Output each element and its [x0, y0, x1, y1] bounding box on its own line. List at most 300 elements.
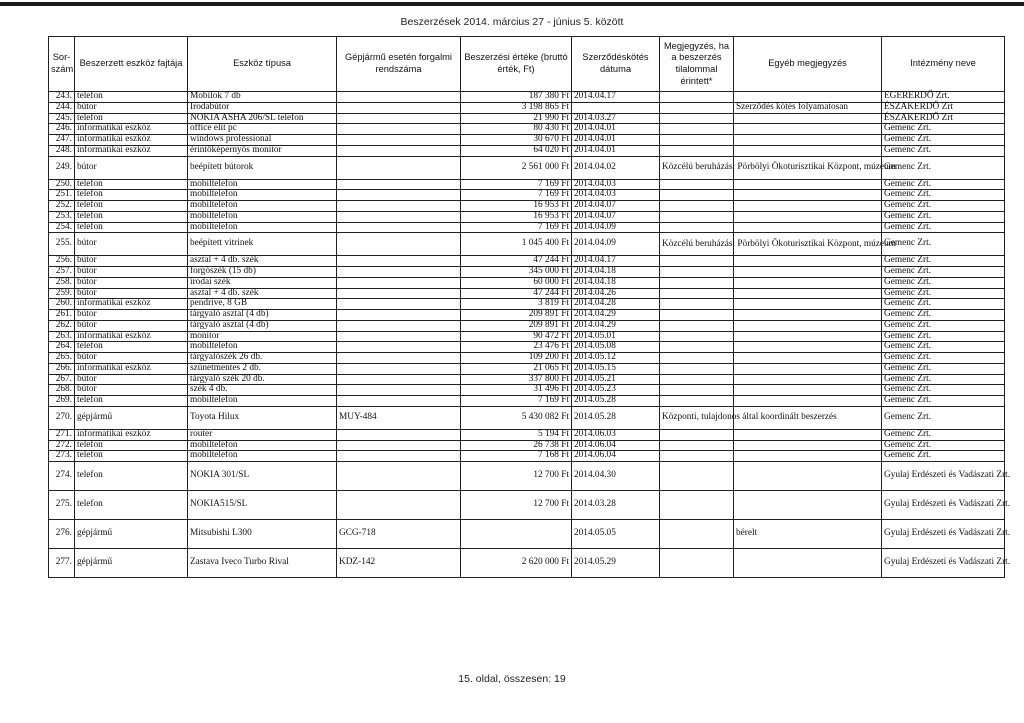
cell-sor: 260. [49, 299, 75, 310]
cell-ertek: 2 620 000 Ft [461, 549, 572, 578]
cell-fajta: telefon [75, 113, 188, 124]
cell-sor: 258. [49, 277, 75, 288]
cell-egyeb [734, 385, 882, 396]
cell-rendszam [337, 145, 461, 156]
cell-intezmeny: Gemenc Zrt. [882, 288, 1005, 299]
cell-rendszam: MUY-484 [337, 406, 461, 429]
cell-megjegyzes [660, 520, 734, 549]
cell-megjegyzes [660, 331, 734, 342]
cell-sor: 262. [49, 320, 75, 331]
cell-datum: 2014.04.03 [572, 190, 660, 201]
cell-ertek: 7 169 Ft [461, 222, 572, 233]
cell-tipus: NOKIA515/SL [188, 491, 337, 520]
cell-rendszam [337, 92, 461, 103]
cell-egyeb [734, 549, 882, 578]
table-row [49, 342, 1005, 353]
cell-rendszam [337, 201, 461, 212]
cell-intezmeny: Gemenc Zrt. [882, 299, 1005, 310]
cell-datum: 2014.04.17 [572, 92, 660, 103]
cell-rendszam [337, 256, 461, 267]
cell-datum: 2014.04.28 [572, 299, 660, 310]
cell-intezmeny: Gyulaj Erdészeti és Vadászati Zrt. [882, 549, 1005, 578]
table-row [49, 520, 1005, 549]
col-header-sor: Sor-szám [49, 37, 75, 92]
cell-egyeb [734, 277, 882, 288]
cell-egyeb [734, 331, 882, 342]
cell-sor: 248. [49, 145, 75, 156]
cell-intezmeny: Gemenc Zrt. [882, 233, 1005, 256]
cell-rendszam [337, 440, 461, 451]
table-row [49, 201, 1005, 212]
cell-sor: 265. [49, 353, 75, 364]
cell-fajta: bútor [75, 267, 188, 278]
table-row [49, 396, 1005, 407]
cell-egyeb [734, 299, 882, 310]
cell-egyeb [734, 320, 882, 331]
cell-datum: 2014.06.04 [572, 440, 660, 451]
cell-tipus: forgószék (15 db) [188, 267, 337, 278]
cell-rendszam [337, 342, 461, 353]
cell-rendszam [337, 179, 461, 190]
cell-sor: 267. [49, 374, 75, 385]
cell-intezmeny: Gemenc Zrt. [882, 320, 1005, 331]
cell-datum: 2014.04.30 [572, 462, 660, 491]
cell-megjegyzes [660, 92, 734, 103]
col-header-rendszam: Gépjármű esetén forgalmi rendszáma [337, 37, 461, 92]
cell-egyeb: Szerződés kötés folyamatosan [734, 102, 882, 113]
cell-rendszam [337, 233, 461, 256]
cell-fajta: bútor [75, 102, 188, 113]
cell-ertek: 47 244 Ft [461, 256, 572, 267]
cell-tipus: beépített vitrinek [188, 233, 337, 256]
cell-megjegyzes [660, 288, 734, 299]
cell-datum: 2014.04.09 [572, 222, 660, 233]
cell-sor: 256. [49, 256, 75, 267]
cell-tipus: szék 4 db. [188, 385, 337, 396]
cell-egyeb [734, 201, 882, 212]
cell-megjegyzes [660, 277, 734, 288]
cell-intezmeny: Gemenc Zrt. [882, 201, 1005, 212]
cell-fajta: telefon [75, 342, 188, 353]
cell-fajta: bútor [75, 256, 188, 267]
table-row [49, 363, 1005, 374]
cell-intezmeny: Gyulaj Erdészeti és Vadászati Zrt. [882, 491, 1005, 520]
table-header-row [49, 37, 1005, 92]
cell-intezmeny: Gemenc Zrt. [882, 145, 1005, 156]
cell-sor: 277. [49, 549, 75, 578]
cell-fajta: telefon [75, 451, 188, 462]
cell-intezmeny: Gemenc Zrt. [882, 451, 1005, 462]
cell-sor: 246. [49, 124, 75, 135]
cell-fajta: telefon [75, 190, 188, 201]
page-header: Beszerzések 2014. március 27 - június 5. között [400, 16, 624, 28]
cell-megjegyzes [660, 113, 734, 124]
cell-rendszam [337, 211, 461, 222]
cell-egyeb [734, 353, 882, 364]
cell-ertek: 12 700 Ft [461, 491, 572, 520]
cell-rendszam [337, 113, 461, 124]
table-row [49, 320, 1005, 331]
cell-datum: 2014.04.07 [572, 201, 660, 212]
cell-egyeb [734, 211, 882, 222]
cell-megjegyzes [660, 211, 734, 222]
cell-datum: 2014.05.23 [572, 385, 660, 396]
cell-tipus: tárgyaló szék 20 db. [188, 374, 337, 385]
cell-megjegyzes [660, 342, 734, 353]
cell-ertek: 80 430 Ft [461, 124, 572, 135]
cell-rendszam [337, 385, 461, 396]
cell-tipus: érintőképernyős monitor [188, 145, 337, 156]
cell-intezmeny: Gemenc Zrt. [882, 331, 1005, 342]
cell-tipus: NOKIA ASHA 206/SL telefon [188, 113, 337, 124]
cell-ertek: 21 065 Ft [461, 363, 572, 374]
cell-datum: 2014.04.02 [572, 156, 660, 179]
cell-rendszam: KDZ-142 [337, 549, 461, 578]
cell-ertek: 187 380 Ft [461, 92, 572, 103]
cell-megjegyzes [660, 135, 734, 146]
cell-tipus: Zastava Iveco Turbo Rival [188, 549, 337, 578]
cell-fajta: telefon [75, 92, 188, 103]
table-body [49, 91, 1011, 578]
cell-sor: 243. [49, 92, 75, 103]
cell-tipus: windows professional [188, 135, 337, 146]
cell-rendszam [337, 267, 461, 278]
cell-ertek: 7 169 Ft [461, 190, 572, 201]
cell-rendszam [337, 374, 461, 385]
cell-megjegyzes [660, 462, 734, 491]
cell-fajta: informatikai eszköz [75, 124, 188, 135]
cell-intezmeny: Gemenc Zrt. [882, 342, 1005, 353]
cell-tipus: office elit pc [188, 124, 337, 135]
table-row [49, 288, 1005, 299]
cell-rendszam [337, 135, 461, 146]
cell-egyeb [734, 92, 882, 103]
cell-egyeb [734, 310, 882, 321]
cell-datum: 2014.05.15 [572, 363, 660, 374]
cell-datum: 2014.04.09 [572, 233, 660, 256]
cell-rendszam [337, 331, 461, 342]
cell-intezmeny: Gemenc Zrt. [882, 267, 1005, 278]
cell-fajta: informatikai eszköz [75, 363, 188, 374]
table-row [49, 102, 1005, 113]
cell-ertek: 345 000 Ft [461, 267, 572, 278]
cell-datum: 2014.04.29 [572, 310, 660, 321]
cell-sor: 266. [49, 363, 75, 374]
table-row [49, 385, 1005, 396]
cell-tipus: tárgyalószék 26 db. [188, 353, 337, 364]
col-header-egyeb: Egyéb megjegyzés [734, 37, 882, 92]
cell-egyeb [734, 440, 882, 451]
cell-tipus: pendrive, 8 GB [188, 299, 337, 310]
cell-intezmeny: Gemenc Zrt. [882, 374, 1005, 385]
cell-sor: 254. [49, 222, 75, 233]
cell-egyeb [734, 145, 882, 156]
cell-fajta: informatikai eszköz [75, 429, 188, 440]
cell-megjegyzes: Központi, tulajdonos által koordinált beszerzés [660, 406, 734, 429]
cell-datum: 2014.04.18 [572, 277, 660, 288]
cell-egyeb [734, 363, 882, 374]
cell-intezmeny: Gemenc Zrt. [882, 385, 1005, 396]
cell-rendszam [337, 102, 461, 113]
cell-megjegyzes [660, 145, 734, 156]
table-row [49, 135, 1005, 146]
cell-sor: 271. [49, 429, 75, 440]
cell-megjegyzes [660, 549, 734, 578]
table-row [49, 451, 1005, 462]
cell-fajta: telefon [75, 222, 188, 233]
cell-sor: 257. [49, 267, 75, 278]
table-row [49, 145, 1005, 156]
table-row [49, 267, 1005, 278]
cell-datum: 2014.05.08 [572, 342, 660, 353]
cell-datum: 2014.05.05 [572, 520, 660, 549]
cell-datum: 2014.05.28 [572, 396, 660, 407]
cell-fajta: bútor [75, 288, 188, 299]
cell-fajta: bútor [75, 353, 188, 364]
cell-fajta: bútor [75, 320, 188, 331]
cell-egyeb [734, 491, 882, 520]
cell-tipus: Toyota Hilux [188, 406, 337, 429]
cell-rendszam [337, 288, 461, 299]
cell-egyeb [734, 179, 882, 190]
cell-datum: 2014.05.01 [572, 331, 660, 342]
cell-tipus: asztal + 4 db. szék [188, 256, 337, 267]
cell-egyeb [734, 256, 882, 267]
cell-intezmeny: Gemenc Zrt. [882, 256, 1005, 267]
cell-intezmeny: Gyulaj Erdészeti és Vadászati Zrt. [882, 462, 1005, 491]
cell-intezmeny: ÉSZAKERDŐ Zrt [882, 102, 1005, 113]
cell-fajta: telefon [75, 179, 188, 190]
cell-ertek: 7 169 Ft [461, 179, 572, 190]
cell-megjegyzes [660, 310, 734, 321]
cell-tipus: monitor [188, 331, 337, 342]
table-row [49, 429, 1005, 440]
cell-intezmeny: Gemenc Zrt. [882, 363, 1005, 374]
cell-rendszam [337, 156, 461, 179]
cell-megjegyzes [660, 256, 734, 267]
cell-fajta: bútor [75, 385, 188, 396]
cell-sor: 259. [49, 288, 75, 299]
cell-ertek: 5 194 Ft [461, 429, 572, 440]
cell-egyeb [734, 124, 882, 135]
cell-ertek: 31 496 Ft [461, 385, 572, 396]
cell-rendszam [337, 451, 461, 462]
cell-rendszam [337, 491, 461, 520]
table-row [49, 190, 1005, 201]
cell-datum: 2014.04.01 [572, 135, 660, 146]
cell-megjegyzes [660, 299, 734, 310]
cell-megjegyzes [660, 267, 734, 278]
cell-tipus: Irodabútor [188, 102, 337, 113]
cell-intezmeny: Gemenc Zrt. [882, 440, 1005, 451]
cell-megjegyzes [660, 201, 734, 212]
cell-fajta: telefon [75, 462, 188, 491]
top-rule [0, 2, 1024, 6]
cell-tipus: Mitsubishi L300 [188, 520, 337, 549]
table-row [49, 92, 1005, 103]
cell-ertek: 90 472 Ft [461, 331, 572, 342]
cell-datum: 2014.06.04 [572, 451, 660, 462]
cell-sor: 247. [49, 135, 75, 146]
cell-intezmeny: EGERERDŐ Zrt. [882, 92, 1005, 103]
cell-tipus: asztal + 4 db. szék [188, 288, 337, 299]
cell-ertek: 209 891 Ft [461, 320, 572, 331]
cell-tipus: NOKIA 301/SL [188, 462, 337, 491]
cell-ertek: 60 000 Ft [461, 277, 572, 288]
cell-rendszam [337, 310, 461, 321]
table-row [49, 549, 1005, 578]
cell-fajta: bútor [75, 156, 188, 179]
col-header-ertek: Beszerzési értéke (bruttó érték, Ft) [461, 37, 572, 92]
cell-ertek: 12 700 Ft [461, 462, 572, 491]
cell-sor: 272. [49, 440, 75, 451]
cell-fajta: gépjármű [75, 549, 188, 578]
cell-egyeb [734, 288, 882, 299]
cell-ertek: 26 738 Ft [461, 440, 572, 451]
cell-fajta: bútor [75, 233, 188, 256]
cell-rendszam [337, 277, 461, 288]
col-header-fajta: Beszerzett eszköz fajtája [75, 37, 188, 92]
cell-megjegyzes [660, 102, 734, 113]
cell-megjegyzes: Közcélú beruházás: Pörbölyi Ökoturisztikai Központ, múzeum [660, 233, 734, 256]
table-row [49, 211, 1005, 222]
cell-tipus: mobiltelefon [188, 201, 337, 212]
table-row [49, 374, 1005, 385]
cell-fajta: informatikai eszköz [75, 299, 188, 310]
cell-ertek: 209 891 Ft [461, 310, 572, 321]
cell-intezmeny: Gemenc Zrt. [882, 156, 1005, 179]
cell-megjegyzes [660, 451, 734, 462]
cell-tipus: mobiltelefon [188, 440, 337, 451]
cell-ertek: 3 198 865 Ft [461, 102, 572, 113]
procurement-table [48, 36, 1011, 578]
cell-sor: 263. [49, 331, 75, 342]
table-row [49, 299, 1005, 310]
cell-ertek: 7 168 Ft [461, 451, 572, 462]
cell-megjegyzes [660, 190, 734, 201]
cell-ertek: 5 430 082 Ft [461, 406, 572, 429]
cell-megjegyzes [660, 385, 734, 396]
cell-ertek: 16 953 Ft [461, 201, 572, 212]
cell-ertek: 1 045 400 Ft [461, 233, 572, 256]
cell-intezmeny: Gemenc Zrt. [882, 396, 1005, 407]
cell-ertek: 30 670 Ft [461, 135, 572, 146]
cell-intezmeny: Gemenc Zrt. [882, 124, 1005, 135]
cell-intezmeny: Gemenc Zrt. [882, 429, 1005, 440]
cell-megjegyzes [660, 491, 734, 520]
cell-fajta: informatikai eszköz [75, 135, 188, 146]
cell-egyeb [734, 429, 882, 440]
table-row [49, 406, 1005, 429]
cell-ertek: 7 169 Ft [461, 396, 572, 407]
cell-rendszam [337, 429, 461, 440]
cell-sor: 245. [49, 113, 75, 124]
cell-megjegyzes [660, 353, 734, 364]
col-header-datum: Szerződéskötés dátuma [572, 37, 660, 92]
cell-intezmeny: Gemenc Zrt. [882, 277, 1005, 288]
cell-datum: 2014.04.26 [572, 288, 660, 299]
cell-egyeb [734, 135, 882, 146]
cell-sor: 276. [49, 520, 75, 549]
cell-megjegyzes [660, 320, 734, 331]
cell-sor: 275. [49, 491, 75, 520]
table-row [49, 491, 1005, 520]
cell-rendszam [337, 299, 461, 310]
table-row [49, 353, 1005, 364]
cell-fajta: telefon [75, 201, 188, 212]
cell-intezmeny: Gemenc Zrt. [882, 353, 1005, 364]
cell-ertek: 2 561 000 Ft [461, 156, 572, 179]
cell-tipus: Mobilok 7 db [188, 92, 337, 103]
cell-ertek: 21 990 Ft [461, 113, 572, 124]
cell-megjegyzes [660, 440, 734, 451]
cell-datum: 2014.05.29 [572, 549, 660, 578]
cell-sor: 274. [49, 462, 75, 491]
cell-egyeb [734, 451, 882, 462]
cell-megjegyzes [660, 363, 734, 374]
cell-fajta: gépjármű [75, 520, 188, 549]
cell-intezmeny: Gemenc Zrt. [882, 222, 1005, 233]
cell-ertek: 16 953 Ft [461, 211, 572, 222]
cell-rendszam [337, 396, 461, 407]
col-header-intezmeny: Intézmény neve [882, 37, 1005, 92]
cell-rendszam: GCG-718 [337, 520, 461, 549]
cell-datum [572, 102, 660, 113]
cell-ertek: 337 800 Ft [461, 374, 572, 385]
cell-datum: 2014.03.28 [572, 491, 660, 520]
table-row [49, 233, 1005, 256]
cell-rendszam [337, 124, 461, 135]
cell-rendszam [337, 363, 461, 374]
cell-tipus: mobiltelefon [188, 190, 337, 201]
cell-egyeb [734, 267, 882, 278]
cell-fajta: informatikai eszköz [75, 145, 188, 156]
cell-intezmeny: ÉSZAKERDŐ Zrt [882, 113, 1005, 124]
cell-datum: 2014.03.27 [572, 113, 660, 124]
cell-datum: 2014.05.28 [572, 406, 660, 429]
cell-tipus: tárgyaló asztal (4 db) [188, 310, 337, 321]
cell-egyeb [734, 222, 882, 233]
cell-ertek [461, 520, 572, 549]
cell-intezmeny: Gemenc Zrt. [882, 190, 1005, 201]
cell-fajta: telefon [75, 211, 188, 222]
cell-sor: 270. [49, 406, 75, 429]
cell-datum: 2014.04.17 [572, 256, 660, 267]
cell-datum: 2014.05.21 [572, 374, 660, 385]
cell-ertek: 23 476 Ft [461, 342, 572, 353]
cell-egyeb [734, 396, 882, 407]
cell-rendszam [337, 462, 461, 491]
cell-tipus: router [188, 429, 337, 440]
cell-rendszam [337, 190, 461, 201]
cell-intezmeny: Gemenc Zrt. [882, 406, 1005, 429]
cell-sor: 250. [49, 179, 75, 190]
cell-tipus: tárgyaló asztal (4 db) [188, 320, 337, 331]
cell-sor: 251. [49, 190, 75, 201]
cell-fajta: telefon [75, 440, 188, 451]
col-header-megjegyzes: Megjegyzés, ha a beszerzés tilalommal érintett* [660, 37, 734, 92]
cell-intezmeny: Gemenc Zrt. [882, 310, 1005, 321]
cell-datum: 2014.06.03 [572, 429, 660, 440]
cell-fajta: telefon [75, 491, 188, 520]
col-header-tipus: Eszköz típusa [188, 37, 337, 92]
cell-sor: 255. [49, 233, 75, 256]
cell-datum: 2014.04.07 [572, 211, 660, 222]
cell-intezmeny: Gemenc Zrt. [882, 211, 1005, 222]
table-row [49, 310, 1005, 321]
cell-egyeb [734, 374, 882, 385]
cell-tipus: irodai szék [188, 277, 337, 288]
